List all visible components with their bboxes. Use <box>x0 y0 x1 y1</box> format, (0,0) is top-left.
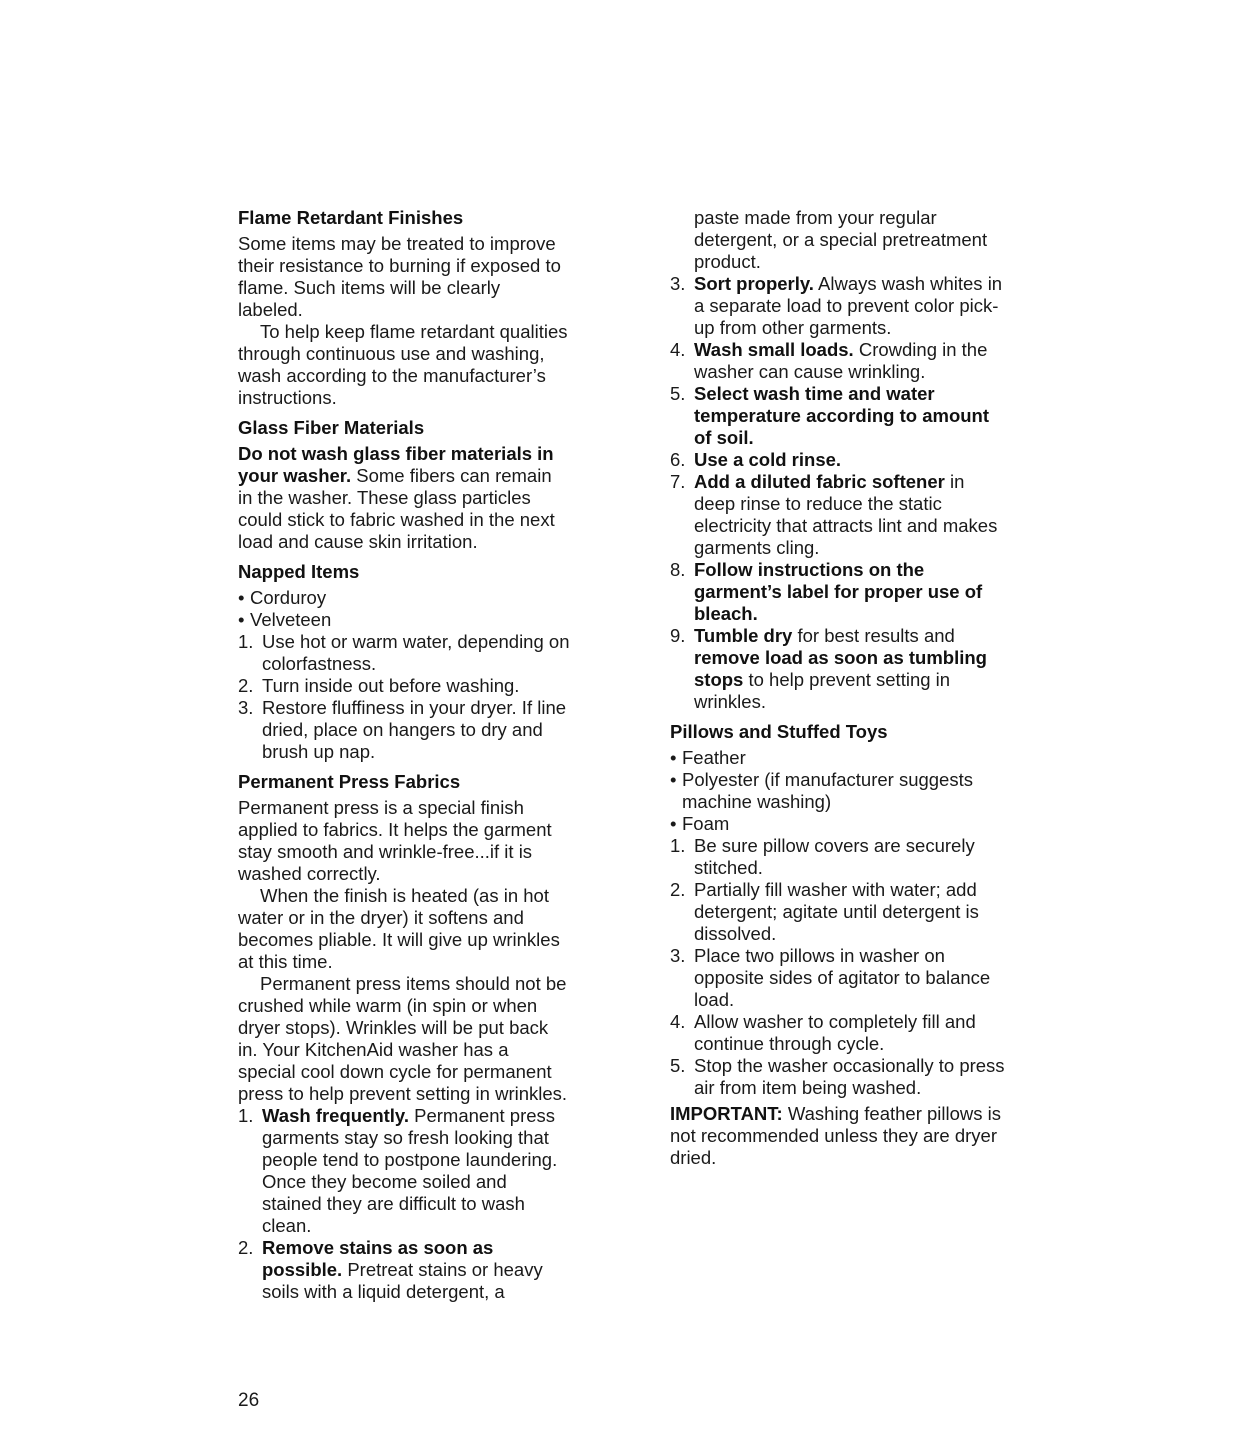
permanent-press-heading: Permanent Press Fabrics <box>238 771 461 792</box>
permanent-press-steps-continued <box>670 273 1010 713</box>
step-number: 2. <box>238 675 254 696</box>
glass-fiber-section <box>238 417 570 553</box>
step-bold: Follow instructions on the garment’s label for proper use of bleach. <box>694 559 983 624</box>
glass-fiber-heading: Glass Fiber Materials <box>238 417 425 438</box>
important-label: IMPORTANT: <box>670 1103 783 1124</box>
step-number: 2. <box>670 879 686 900</box>
step-text: Always wash whites in a separate load to prevent color pick-up from other garments. <box>694 273 1003 338</box>
napped-items-steps <box>238 631 570 763</box>
step-number: 5. <box>670 1055 686 1076</box>
right-column <box>670 207 1010 1177</box>
bullet-item: • Foam <box>670 813 1010 835</box>
step-bold: Wash frequently. <box>262 1105 409 1126</box>
permanent-press-paragraph-1: Permanent press is a special finish applied to fabrics. It helps the garment stay smooth and wrinkle-free...if it is washed correctly. <box>238 797 552 884</box>
step-number: 5. <box>670 383 686 404</box>
flame-retardant-paragraph-1: Some items may be treated to improve their resistance to burning if exposed to flame. Such items will be clearly labeled. <box>238 233 561 320</box>
bullet-item: • Polyester (if manufacturer suggests machine washing) <box>670 769 1010 813</box>
flame-retardant-section <box>238 207 570 409</box>
bullet-item: • Velveteen <box>238 609 570 631</box>
list-item <box>670 1011 1010 1055</box>
napped-items-heading: Napped Items <box>238 561 360 582</box>
step-bold: Tumble dry <box>694 625 793 646</box>
permanent-press-paragraph-2: When the finish is heated (as in hot water or in the dryer) it softens and becomes pliable. It will give up wrinkles at this time. <box>238 885 560 972</box>
important-note <box>670 1103 1010 1169</box>
permanent-press-section <box>238 771 570 1303</box>
glass-fiber-warning: Do not wash glass fiber materials in your washer. <box>238 443 554 486</box>
list-item <box>670 835 1010 879</box>
list-item <box>238 675 570 697</box>
step-text: Allow washer to completely fill and continue through cycle. <box>694 1011 976 1054</box>
step-bold: Remove stains as soon as possible. <box>262 1237 494 1280</box>
step-number: 1. <box>238 631 254 652</box>
list-item <box>238 631 570 675</box>
list-item <box>670 273 1010 339</box>
page-number: 26 <box>238 1390 260 1411</box>
step-text: Be sure pillow covers are securely stitched. <box>694 835 975 878</box>
step-number: 3. <box>670 945 686 966</box>
step-text: Use hot or warm water, depending on colorfastness. <box>262 631 570 674</box>
step-text: Partially fill washer with water; add detergent; agitate until detergent is dissolved. <box>694 879 979 944</box>
step-text: Pretreat stains or heavy soils with a liquid detergent, a <box>262 1259 543 1302</box>
bullet-item: • Corduroy <box>238 587 570 609</box>
step-text: Crowding in the washer can cause wrinkling. <box>694 339 988 382</box>
flame-retardant-paragraph-2: To help keep flame retardant qualities through continuous use and washing, wash according to the manufacturer’s instructions. <box>238 321 568 408</box>
permanent-press-paragraph-3: Permanent press items should not be crushed while warm (in spin or when dryer stops). Wrinkles will be put back in. Your KitchenAid washer has a special cool down cycle for permanent press to help prevent setting in wrinkles. <box>238 973 568 1104</box>
step-number: 9. <box>670 625 686 646</box>
step-bold: Add a diluted fabric softener <box>694 471 945 492</box>
napped-items-section <box>238 561 570 763</box>
step-bold: remove load as soon as tumbling stops <box>694 647 987 690</box>
step-number: 8. <box>670 559 686 580</box>
step-text: to help prevent setting in wrinkles. <box>694 669 951 712</box>
step-number: 6. <box>670 449 686 470</box>
step-number: 4. <box>670 339 686 360</box>
list-item <box>238 1237 570 1303</box>
step-number: 3. <box>670 273 686 294</box>
step-text: Permanent press garments stay so fresh looking that people tend to postpone laundering. Once they become soiled and stained they are difficult to wash clean. <box>262 1105 558 1236</box>
list-item <box>670 471 1010 559</box>
important-text: Washing feather pillows is not recommended unless they are dryer dried. <box>670 1103 1002 1168</box>
step-number: 3. <box>238 697 254 718</box>
step-text: for best results and <box>792 625 955 646</box>
step-text: Restore fluffiness in your dryer. If line dried, place on hangers to dry and brush up nap. <box>262 697 567 762</box>
list-item <box>238 697 570 763</box>
pillows-section <box>670 721 1010 1169</box>
permanent-press-steps <box>238 1105 570 1303</box>
step-text: Stop the washer occasionally to press air from item being washed. <box>694 1055 1005 1098</box>
step-number: 1. <box>238 1105 254 1126</box>
step-bold: Sort properly. <box>694 273 814 294</box>
bullet-item: • Feather <box>670 747 1010 769</box>
napped-items-bullets <box>238 587 570 631</box>
list-item <box>238 1105 570 1237</box>
step-text: in deep rinse to reduce the static electricity that attracts lint and makes garments cling. <box>694 471 998 558</box>
list-item <box>670 383 1010 449</box>
list-item <box>670 879 1010 945</box>
left-column <box>238 207 570 1311</box>
pillows-heading: Pillows and Stuffed Toys <box>670 721 888 742</box>
pillows-bullets <box>670 747 1010 835</box>
pillows-steps <box>670 835 1010 1099</box>
step-number: 2. <box>238 1237 254 1258</box>
list-item <box>670 449 1010 471</box>
list-item <box>670 625 1010 713</box>
list-item <box>670 339 1010 383</box>
glass-fiber-text: Some fibers can remain in the washer. These glass particles could stick to fabric washed in the next load and cause skin irritation. <box>238 465 555 552</box>
step-2-continuation: paste made from your regular detergent, or a special pretreatment product. <box>694 207 988 272</box>
step-number: 1. <box>670 835 686 856</box>
glass-fiber-paragraph <box>238 443 570 553</box>
step-bold: Wash small loads. <box>694 339 854 360</box>
step-bold: Select wash time and water temperature according to amount of soil. <box>694 383 990 448</box>
step-number: 7. <box>670 471 686 492</box>
list-item <box>670 1055 1010 1099</box>
step-bold: Use a cold rinse. <box>694 449 842 470</box>
flame-retardant-heading: Flame Retardant Finishes <box>238 207 464 228</box>
step-text: Place two pillows in washer on opposite sides of agitator to balance load. <box>694 945 991 1010</box>
step-text: Turn inside out before washing. <box>262 675 520 696</box>
step-number: 4. <box>670 1011 686 1032</box>
list-item <box>670 559 1010 625</box>
list-item <box>670 945 1010 1011</box>
